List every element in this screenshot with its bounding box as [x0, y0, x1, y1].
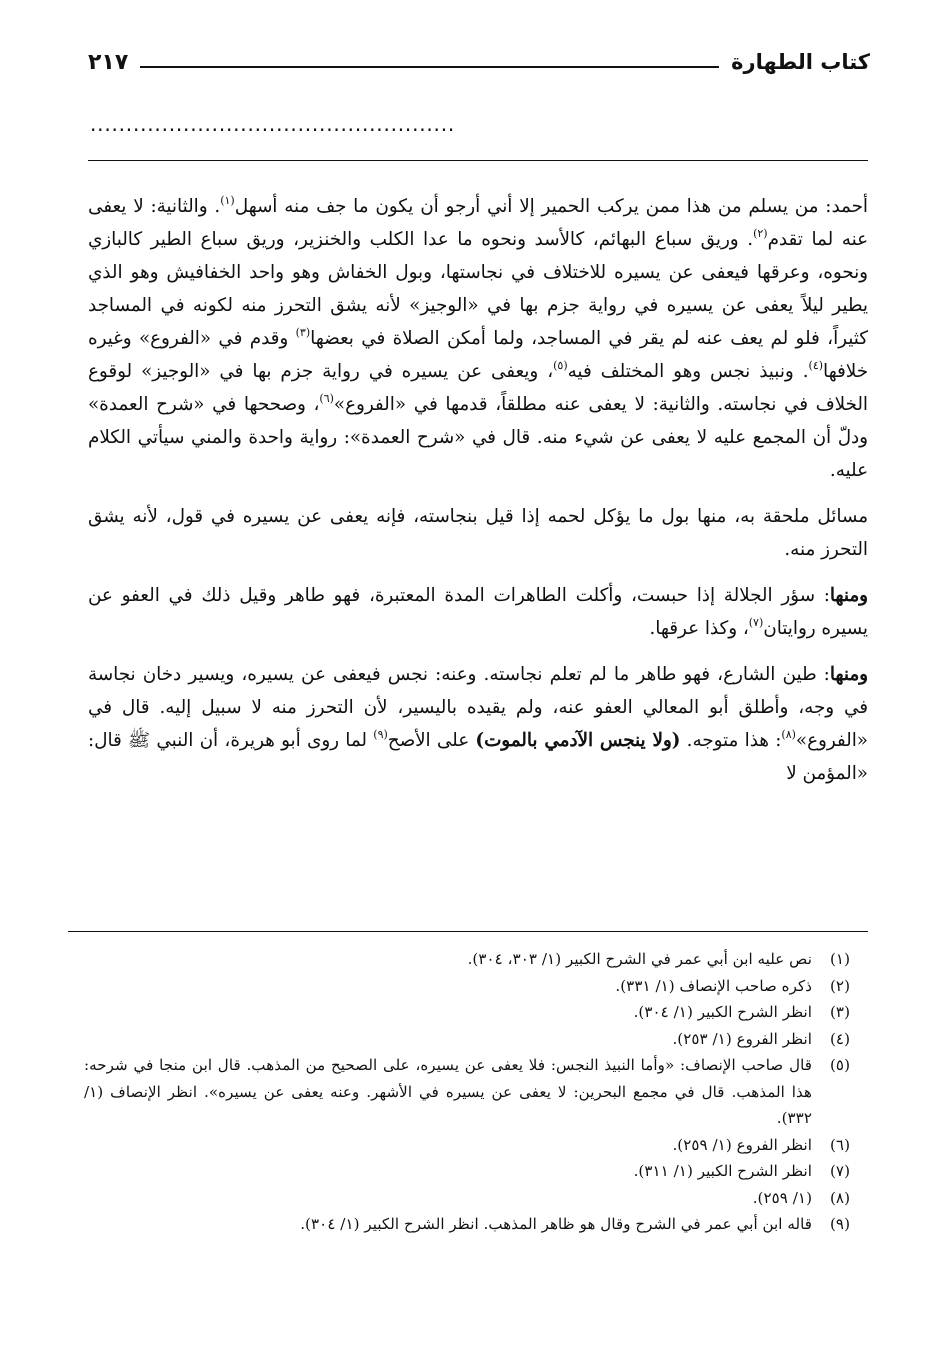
paragraph-2: مسائل ملحقة به، منها بول ما يؤكل لحمه إذا قيل بنجاسته، فإنه يعفى عن يسيره في قول، لأنه يشق التحرز منه. — [88, 506, 868, 560]
header-rule — [140, 66, 719, 68]
footnote-4: (٤) انظر الفروع (١/ ٢٥٣). — [672, 1029, 850, 1048]
footnote-5: (٥) قال صاحب الإنصاف: «وأما النبيذ النجس: فلا يعفى عن يسيره، على الصحيح من المذهب. قال ابن منجا في شرحه: هذا المذهب. قال في مجمع البحرين: لا يعفى عن يسيره في الأشهر. وعنه يعفى عن يسيره». انظر الإنصاف (١/ ٣٣٢). — [84, 1056, 850, 1127]
section-divider — [88, 160, 868, 161]
footnote-ref-5[interactable]: (٥) — [553, 358, 568, 372]
footnote-ref-9[interactable]: (٩) — [373, 727, 388, 741]
footnote-1: (١) نص عليه ابن أبي عمر في الشرح الكبير (١/ ٣٠٣، ٣٠٤). — [467, 950, 850, 968]
footnote-7: (٧) انظر الشرح الكبير (١/ ٣١١). — [633, 1162, 850, 1180]
paragraph-4: ومنها: طين الشارع، فهو طاهر ما لم تعلم نجاسته. وعنه: نجس فيعفى عن يسيره، ويسير دخان نجاسة في وجه، وأطلق أبو المعالي العفو عنه، ولم يقيده باليسير، لأن التحرز منه لا سبيل إليه. قال في «الفروع»$^{(٨)}$: هذا متوجه. (ولا ينجس الآدمي بالموت) على الأصح$^{(٩)}$ لما روى أبو هريرة، أن النبي ﷺ قال: «المؤمن لا — [88, 664, 868, 784]
footnotes — [84, 946, 850, 1238]
footnote-separator — [68, 931, 868, 932]
footnote-8: (٨) (١/ ٢٥٩). — [752, 1188, 850, 1207]
matn-highlight: (ولا ينجس الآدمي بالموت) — [475, 730, 681, 751]
footnote-ref-8[interactable]: (٨) — [781, 727, 796, 741]
keyword-minha: ومنها — [829, 664, 868, 685]
ellipsis-line: ................................................... — [90, 112, 456, 136]
paragraph-1: أحمد: من يسلم من هذا ممن يركب الحمير إلا أني أرجو أن يكون ما جف منه أسهل$^{(١)}$. والثانية: لا يعفى عنه لما تقدم$^{(٢)}$. وريق سباع البهائم، كالأسد ونحوه ما عدا الكلب والخنزير، وريق سباع الطير كالبازي ونحوه، وعرقها فيعفى عن يسيره للاختلاف في نجاستها، وبول الخفاش وهو واحد الخفافيش وهو الذي يطير ليلاً يعفى عن يسيره في رواية جزم بها في «الوجيز» لأنه يشق التحرز منه لكونه في المساجد كثيراً، فلو لم يعف عنه لم يقر في المساجد، ولما أمكن الصلاة في بعضها$^{(٣)}$ وقدم في «الفروع» وغيره خلافها$^{(٤)}$. ونبيذ نجس وهو المختلف فيه$^{(٥)}$، ويعفى عن يسيره في رواية جزم بها في «الوجيز» لوقوع الخلاف في نجاسته. والثانية: لا يعفى عنه مطلقاً، قدمها في «الفروع»$^{(٦)}$، وصححها في «شرح العمدة» ودلّ أن المجمع عليه لا يعفى عن شيء منه. قال في «شرح العمدة»: رواية واحدة والمني سيأتي الكلام عليه. — [88, 193, 868, 481]
footnote-6: (٦) انظر الفروع (١/ ٢٥٩). — [672, 1135, 850, 1154]
footnote-2: (٢) ذكره صاحب الإنصاف (١/ ٣٣١). — [615, 976, 850, 995]
footnote-9: (٩) قاله ابن أبي عمر في الشرح وقال هو ظاهر المذهب. انظر الشرح الكبير (١/ ٣٠٤). — [300, 1215, 850, 1233]
book-title: كتاب الطهارة — [731, 50, 870, 74]
page-number: ٢١٧ — [88, 49, 129, 75]
footnote-ref-3[interactable]: (٣) — [295, 325, 311, 339]
running-header — [88, 40, 870, 84]
paragraph-3: ومنها: سؤر الجلالة إذا حبست، وأكلت الطاهرات المدة المعتبرة، فهو طاهر وقيل ذلك في العفو عن يسيره روايتان$^{(٧)}$، وكذا عرقها. — [88, 585, 868, 639]
footnote-ref-7[interactable]: (٧) — [748, 615, 764, 629]
footnote-ref-6[interactable]: (٦) — [319, 391, 334, 405]
main-text — [88, 190, 868, 790]
footnote-ref-4[interactable]: (٤) — [808, 358, 824, 372]
footnote-ref-1[interactable]: (١) — [220, 193, 235, 207]
footnote-3: (٣) انظر الشرح الكبير (١/ ٣٠٤). — [633, 1003, 850, 1021]
keyword-minha: ومنها — [829, 585, 868, 606]
footnote-ref-2[interactable]: (٢) — [753, 226, 768, 240]
